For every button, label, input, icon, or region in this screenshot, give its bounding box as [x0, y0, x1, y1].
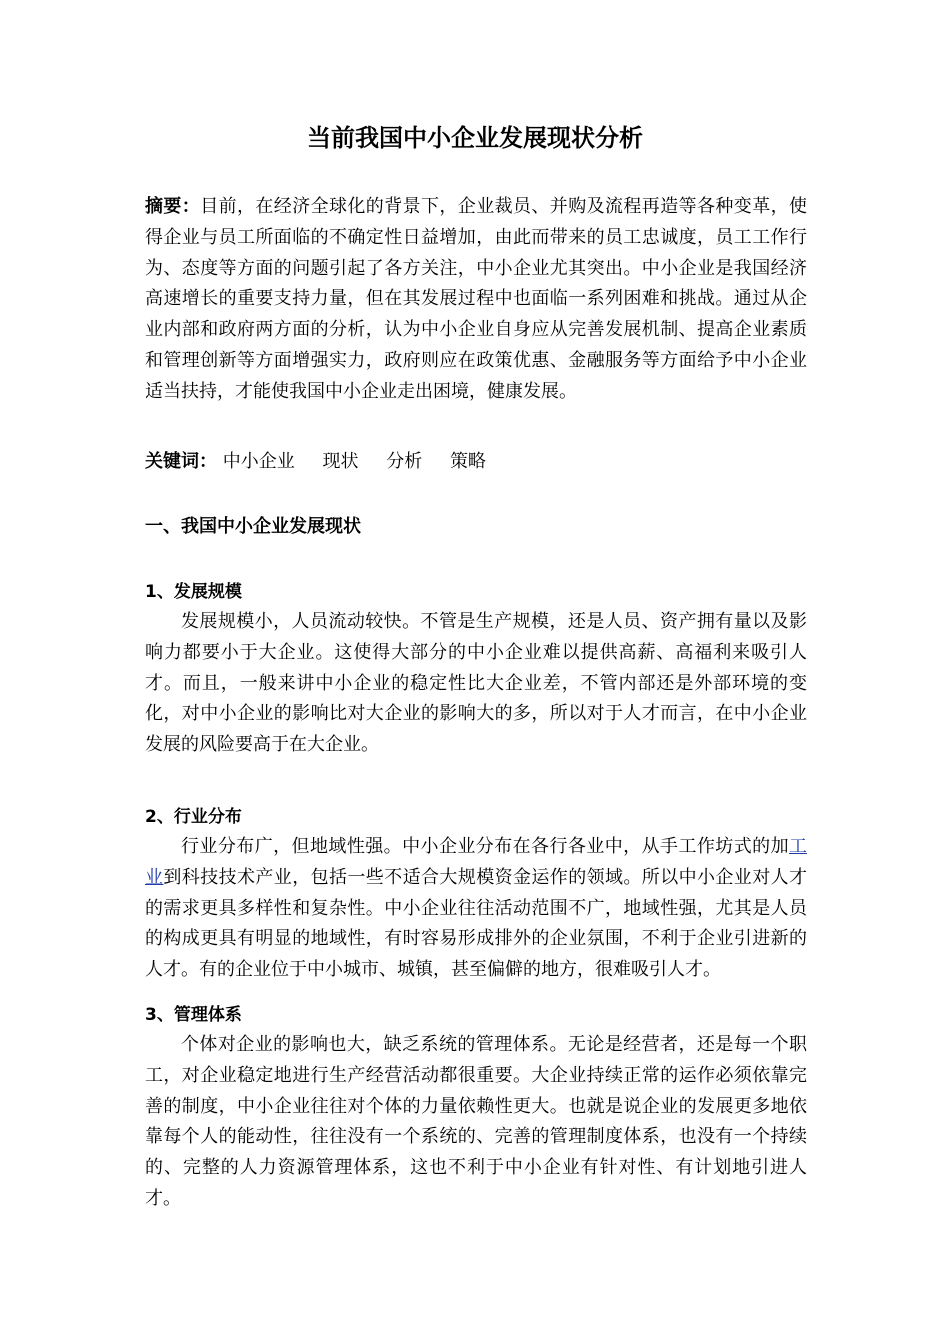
subsection-paragraph: 发展规模小，人员流动较快。不管是生产规模，还是人员、资产拥有量以及影响力都要小于大企业。这使得大部分的中小企业难以提供高薪、高福利来吸引人才。而且，一般来讲中小企业的稳定性比大企业差，不管内部还是外部环境的变化，对中小企业的影响比对大企业的影响大的多，所以对于人才而言，在中小企业发展的风险要高于在大企业。	[145, 611, 807, 756]
section-heading: 一、我国中小企业发展现状	[145, 516, 361, 537]
keyword-item: 分析	[386, 451, 423, 472]
keyword-item: 中小企业	[222, 451, 295, 472]
paragraph-text: 行业分布广，但地域性强。中小企业分布在各行各业中，从手工作坊式的加	[181, 836, 789, 857]
subsection-heading: 2、行业分布	[145, 807, 242, 827]
industry-link[interactable]: 工业	[145, 836, 807, 888]
subsection-scale	[145, 577, 807, 761]
subsection-heading: 3、管理体系	[145, 1005, 242, 1025]
abstract	[145, 192, 807, 408]
subsection-management	[145, 1000, 807, 1215]
keyword-item: 现状	[322, 451, 359, 472]
keywords	[145, 447, 807, 477]
subsection-paragraph	[145, 832, 807, 986]
abstract-text: 目前，在经济全球化的背景下，企业裁员、并购及流程再造等各种变革，使得企业与员工所面临的不确定性日益增加，由此而带来的员工忠诚度，员工工作行为、态度等方面的问题引起了各方关注，中小企业尤其突出。中小企业是我国经济高速增长的重要支持力量，但在其发展过程中也面临一系列困难和挑战。通过从企业内部和政府两方面的分析，认为中小企业自身应从完善发展机制、提高企业素质和管理创新等方面增强实力，政府则应在政策优惠、金融服务等方面给予中小企业适当扶持，才能使我国中小企业走出困境，健康发展。	[145, 196, 807, 402]
subsection-paragraph: 个体对企业的影响也大，缺乏系统的管理体系。无论是经营者，还是每一个职工，对企业稳定地进行生产经营活动都很重要。大企业持续正常的运作必须依靠完善的制度，中小企业往往对个体的力量依赖性更大。也就是说企业的发展更多地依靠每个人的能动性，往往没有一个系统的、完善的管理制度体系，也没有一个持续的、完整的人力资源管理体系，这也不利于中小企业有针对性、有计划地引进人才。	[145, 1034, 807, 1209]
subsection-heading: 1、发展规模	[145, 582, 242, 602]
keyword-item: 策略	[449, 451, 486, 472]
keywords-label: 关键词：	[145, 451, 217, 472]
subsection-industry	[145, 802, 807, 986]
document-title: 当前我国中小企业发展现状分析	[307, 124, 643, 152]
abstract-label: 摘要：	[145, 196, 201, 217]
paragraph-text: 到科技技术产业，包括一些不适合大规模资金运作的领域。所以中小企业对人才的需求更具多样性和复杂性。中小企业往往活动范围不广，地域性强，尤其是人员的构成更具有明显的地域性，有时容易形成排外的企业氛围，不利于企业引进新的人才。有的企业位于中小城市、城镇，甚至偏僻的地方，很难吸引人才。	[145, 866, 808, 981]
